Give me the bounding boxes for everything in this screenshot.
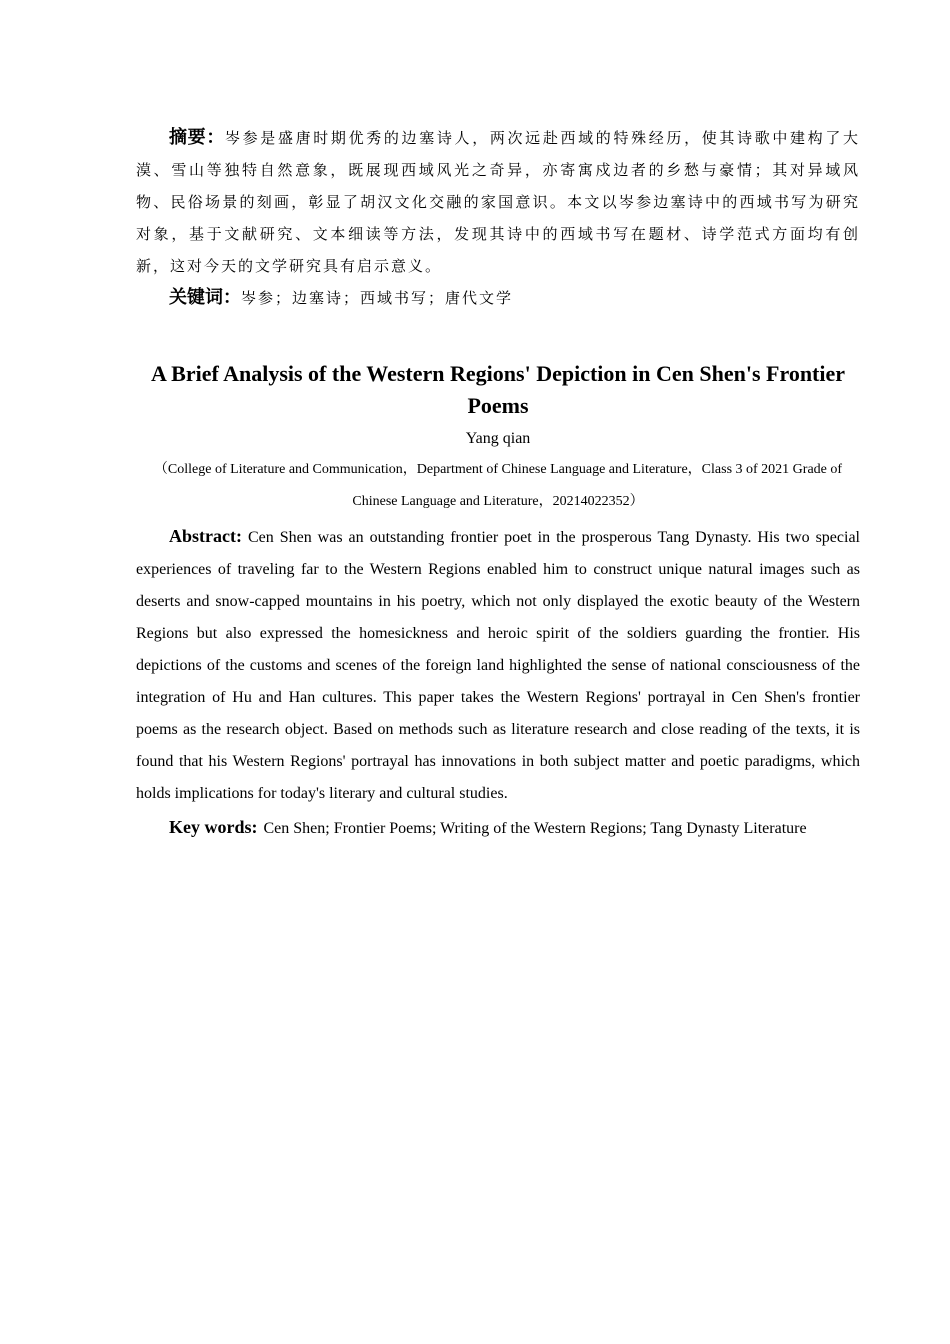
- english-abstract-text: Cen Shen was an outstanding frontier poet in the prosperous Tang Dynasty. His two special experiences of traveling far to the Western Regions enabled him to construct unique natural images such as deserts and snow-capped mountains in his poetry, which not only displayed the exotic beauty of the Western Regions but also expressed the homesickness and heroic spirit of the soldiers guarding the frontier. His depictions of the customs and scenes of the foreign land highlighted the sense of national consciousness of the integration of Hu and Han cultures. This paper takes the Western Regions' portrayal in Cen Shen's frontier poems as the research object. Based on methods such as literature research and close reading of the texts, it is found that his Western Regions' portrayal has innovations in both subject matter and poetic paradigms, which holds implications for today's literary and cultural studies.: [136, 529, 860, 802]
- author-name: Yang qian: [465, 430, 531, 447]
- english-keywords: [136, 810, 860, 846]
- document-page: [136, 122, 860, 846]
- chinese-abstract-text: 岑参是盛唐时期优秀的边塞诗人，两次远赴西域的特殊经历，使其诗歌中建构了大漠、雪山等独特自然意象，既展现西域风光之奇异，亦寄寓戍边者的乡愁与豪情；其对异域风物、民俗场景的刻画，彰显了胡汉文化交融的家国意识。本文以岑参边塞诗中的西域书写为研究对象，基于文献研究、文本细读等方法，发现其诗中的西域书写在题材、诗学范式方面均有创新，这对今天的文学研究具有启示意义。: [136, 129, 861, 275]
- english-keywords-label: Key words:: [169, 817, 258, 837]
- english-keywords-text: Cen Shen; Frontier Poems; Writing of the Western Regions; Tang Dynasty Literature: [263, 820, 807, 837]
- chinese-keywords-label: 关键词：: [169, 287, 241, 308]
- english-abstract-label: Abstract:: [169, 526, 242, 546]
- english-abstract: [136, 520, 860, 810]
- chinese-keywords: [136, 282, 860, 314]
- chinese-abstract: [136, 122, 860, 282]
- chinese-keywords-text: 岑参；边塞诗；西域书写；唐代文学: [241, 289, 514, 307]
- chinese-abstract-label: 摘要：: [169, 127, 225, 148]
- english-title: A Brief Analysis of the Western Regions' Depiction in Cen Shen's Frontier Poems: [150, 361, 846, 418]
- author-affiliation: （College of Literature and Communication，Department of Chinese Language and Literature，Class 3 of 2021 Grade of Chinese Language and Literature，20214022352）: [153, 462, 843, 509]
